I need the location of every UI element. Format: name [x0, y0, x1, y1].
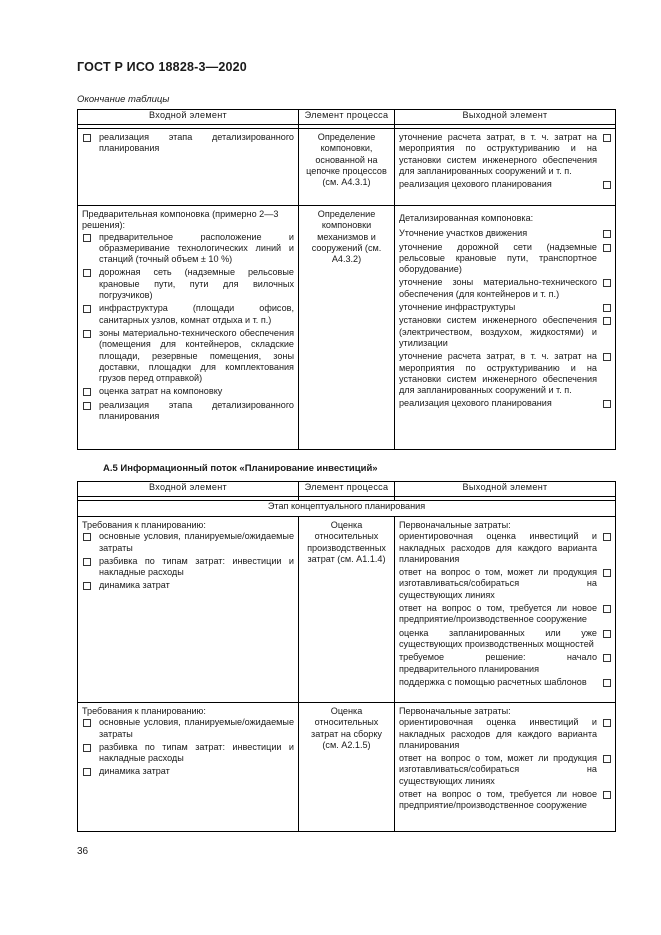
- table-row: [78, 517, 616, 703]
- checkbox-icon: [83, 768, 91, 776]
- input-lead: Предварительная компоновка (примерно 2—3 решения):: [82, 209, 279, 231]
- page-number: 36: [77, 846, 89, 857]
- output-item: уточнение инфраструктуры: [399, 302, 611, 313]
- output-item: ориентировочная оценка инвестиций и накладных расходов для каждого варианта планирования: [399, 717, 611, 751]
- checkbox-icon: [83, 582, 91, 590]
- output-cell: [395, 206, 616, 450]
- output-item: Уточнение участков движения: [399, 228, 611, 239]
- input-lead: Требования к планированию:: [82, 520, 206, 530]
- checkbox-icon: [83, 388, 91, 396]
- checkbox-icon: [603, 400, 611, 408]
- document-title: ГОСТ Р ИСО 18828-3—2020: [77, 60, 247, 74]
- checkbox-icon: [83, 558, 91, 566]
- checkbox-icon: [603, 353, 611, 361]
- output-cell: [395, 703, 616, 832]
- process-cell: Оценка относительных производственных затрат (см. A1.1.4): [299, 517, 395, 703]
- input-cell: [78, 703, 299, 832]
- header-output: Выходной элемент: [395, 110, 616, 125]
- input-item: предварительное расположение и образмеривание технологических линий и станций (точный объем ± 10 %): [83, 232, 294, 266]
- checkbox-icon: [83, 330, 91, 338]
- checkbox-icon: [603, 679, 611, 687]
- output-item: требуемое решение: начало предварительного планирования: [399, 652, 611, 675]
- process-cell: Определение компоновки, основанной на цепочке процессов (см. A4.3.1): [299, 129, 395, 206]
- checkbox-icon: [603, 605, 611, 613]
- checkbox-icon: [603, 533, 611, 541]
- process-cell: Определение компоновки механизмов и сооружений (см. A4.3.2): [299, 206, 395, 450]
- checkbox-icon: [603, 230, 611, 238]
- input-item: основные условия, планируемые/ожидаемые затраты: [83, 531, 294, 554]
- output-item: уточнение расчета затрат, в т. ч. затрат на мероприятия по оструктуриванию и на установки систем инженерного обеспечения для запланированных сооружений и т. п.: [399, 351, 611, 396]
- checkbox-icon: [603, 569, 611, 577]
- checkbox-icon: [83, 744, 91, 752]
- output-item: реализация цехового планирования: [399, 179, 611, 190]
- output-lead: Первоначальные затраты:: [399, 706, 511, 716]
- table-investment-planning: [77, 481, 616, 832]
- input-item: зоны материально-технического обеспечения (помещения для контейнеров, складские площади, резервные помещения, зоны доставки, площадки для комплектования грузов перед отправкой): [83, 328, 294, 384]
- checkbox-icon: [603, 304, 611, 312]
- section-heading: А.5 Информационный поток «Планирование инвестиций»: [103, 463, 378, 474]
- checkbox-icon: [603, 181, 611, 189]
- header-input: Входной элемент: [78, 482, 299, 497]
- header-process: Элемент процесса: [299, 482, 395, 497]
- checkbox-icon: [603, 755, 611, 763]
- checkbox-icon: [603, 134, 611, 142]
- table-row: [78, 206, 616, 450]
- checkbox-icon: [603, 719, 611, 727]
- process-cell: Оценка относительных затрат на сборку (см. A2.1.5): [299, 703, 395, 832]
- input-item: динамика затрат: [83, 766, 294, 777]
- output-item: поддержка с помощью расчетных шаблонов: [399, 677, 611, 688]
- checkbox-icon: [603, 791, 611, 799]
- input-item: инфраструктура (площади офисов, санитарных узлов, комнат отдыха и т. п.): [83, 303, 294, 326]
- checkbox-icon: [603, 279, 611, 287]
- stage-band: Этап концептуального планирования: [78, 501, 616, 517]
- output-cell: [395, 517, 616, 703]
- checkbox-icon: [603, 630, 611, 638]
- input-item: основные условия, планируемые/ожидаемые затраты: [83, 717, 294, 740]
- output-item: уточнение расчета затрат, в т. ч. затрат на мероприятия по оструктуриванию и на установки систем инженерного обеспечения для запланированных сооружений и т. п.: [399, 132, 611, 177]
- output-cell: [395, 129, 616, 206]
- input-cell: [78, 129, 299, 206]
- checkbox-icon: [603, 244, 611, 252]
- output-item: ответ на вопрос о том, может ли продукция изготавливаться/собираться на существующих линиях: [399, 753, 611, 787]
- output-item: ответ на вопрос о том, может ли продукция изготавливаться/собираться на существующих линиях: [399, 567, 611, 601]
- table-end-section: [77, 109, 616, 450]
- output-item: установки систем инженерного обеспечения (электричеством, воздухом, жидкостями) и утилизации: [399, 315, 611, 349]
- checkbox-icon: [603, 654, 611, 662]
- output-lead: Детализированная компоновка:: [399, 213, 534, 223]
- checkbox-icon: [83, 719, 91, 727]
- output-item: реализация цехового планирования: [399, 398, 611, 409]
- output-item: ориентировочная оценка инвестиций и накладных расходов для каждого варианта планирования: [399, 531, 611, 565]
- checkbox-icon: [83, 402, 91, 410]
- input-cell: [78, 517, 299, 703]
- table-row: [78, 703, 616, 832]
- header-process: Элемент процесса: [299, 110, 395, 125]
- input-item: динамика затрат: [83, 580, 294, 591]
- output-item: оценка запланированных или уже существующих производственных мощностей: [399, 628, 611, 651]
- input-item: дорожная сеть (надземные рельсовые крановые пути, пути для вилочных погрузчиков): [83, 267, 294, 301]
- input-item: реализация этапа детализированного планирования: [83, 400, 294, 423]
- checkbox-icon: [83, 269, 91, 277]
- checkbox-icon: [603, 317, 611, 325]
- checkbox-icon: [83, 134, 91, 142]
- output-item: уточнение дорожной сети (надземные рельсовые крановые пути, транспортное оборудование): [399, 242, 611, 276]
- output-item: ответ на вопрос о том, требуется ли новое предприятие/производственное сооружение: [399, 789, 611, 812]
- checkbox-icon: [83, 305, 91, 313]
- output-item: уточнение зоны материально-технического обеспечения (для контейнеров и т. п.): [399, 277, 611, 300]
- input-item: разбивка по типам затрат: инвестиции и накладные расходы: [83, 742, 294, 765]
- input-item: разбивка по типам затрат: инвестиции и накладные расходы: [83, 556, 294, 579]
- checkbox-icon: [83, 234, 91, 242]
- table-row: [78, 129, 616, 206]
- input-item: оценка затрат на компоновку: [83, 386, 294, 397]
- input-cell: [78, 206, 299, 450]
- output-lead: Первоначальные затраты:: [399, 520, 511, 530]
- input-item: реализация этапа детализированного планирования: [83, 132, 294, 155]
- header-output: Выходной элемент: [395, 482, 616, 497]
- table-continuation-caption: Окончание таблицы: [77, 94, 170, 105]
- header-input: Входной элемент: [78, 110, 299, 125]
- checkbox-icon: [83, 533, 91, 541]
- input-lead: Требования к планированию:: [82, 706, 206, 716]
- output-item: ответ на вопрос о том, требуется ли новое предприятие/производственное сооружение: [399, 603, 611, 626]
